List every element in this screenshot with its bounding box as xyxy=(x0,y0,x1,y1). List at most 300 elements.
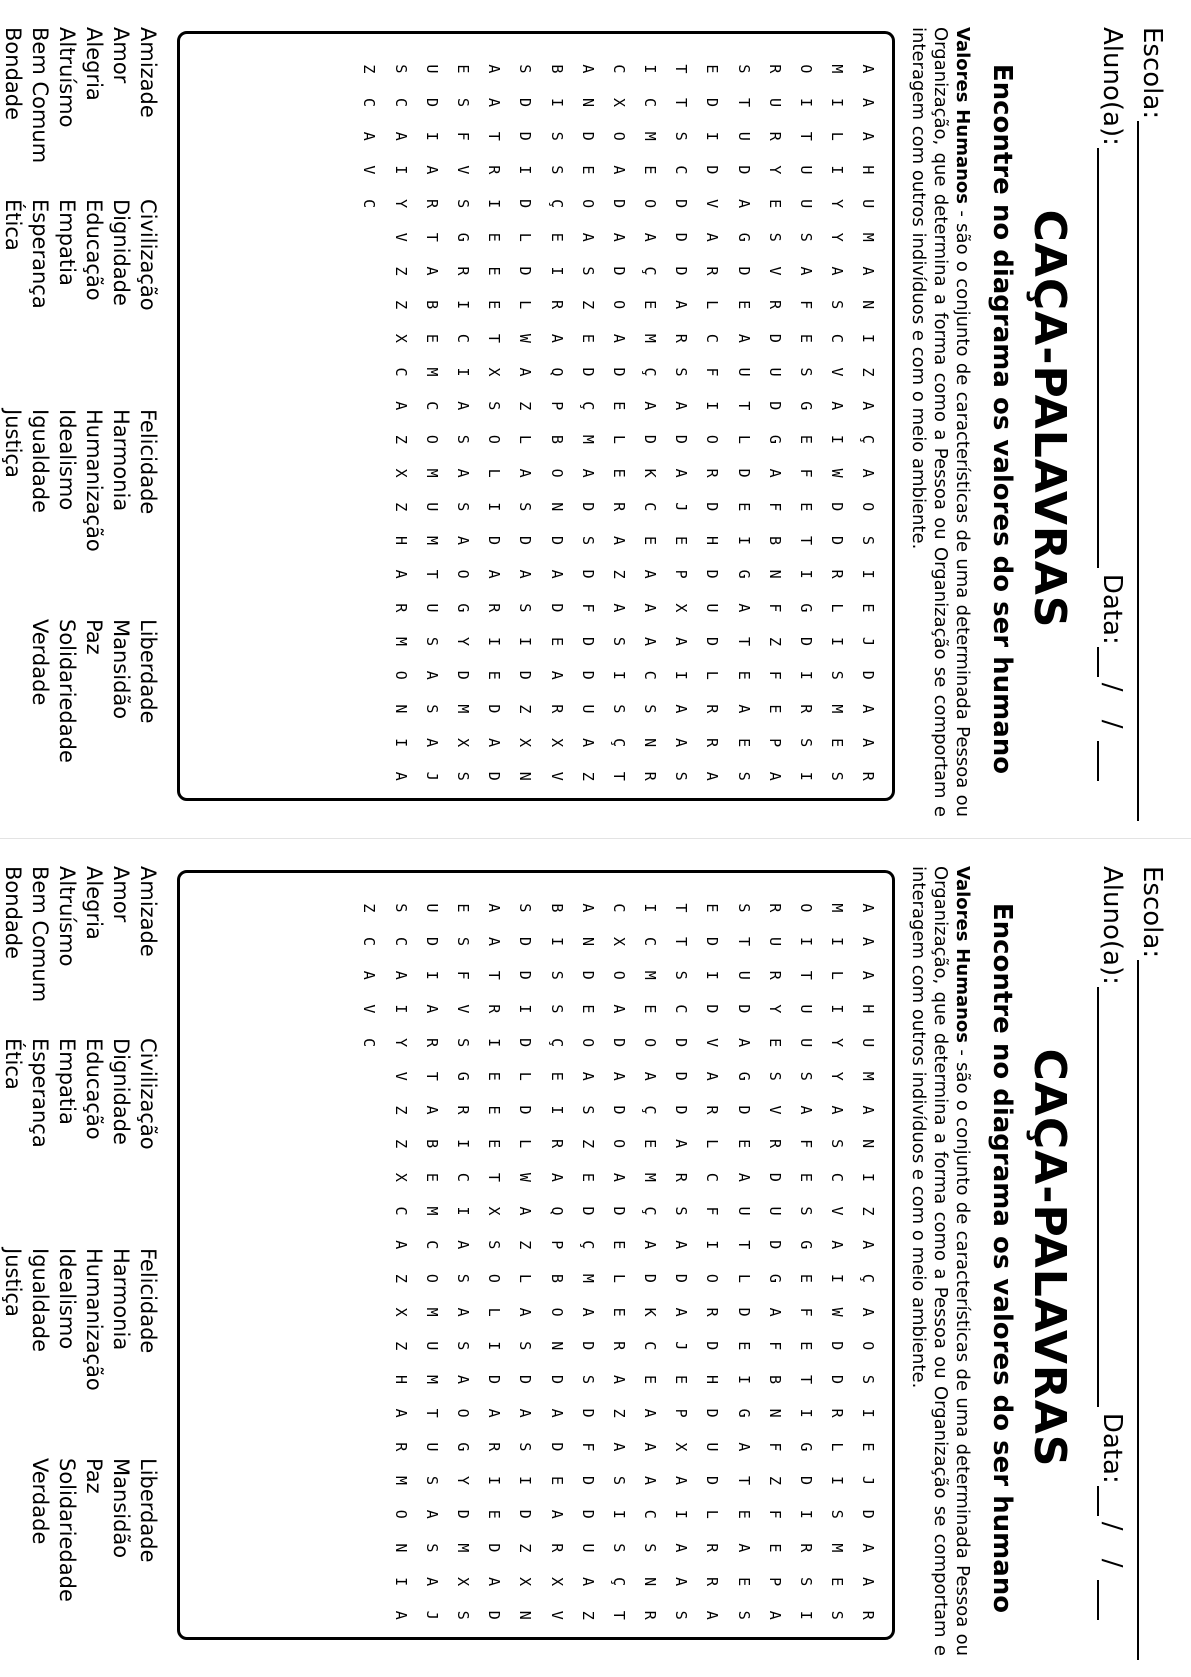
grid-letter[interactable]: U xyxy=(765,367,784,377)
grid-letter[interactable]: R xyxy=(703,266,722,276)
grid-letter[interactable]: E xyxy=(765,199,784,209)
grid-letter[interactable]: D xyxy=(672,266,691,276)
grid-letter[interactable]: D xyxy=(516,670,535,680)
grid-letter[interactable]: A xyxy=(641,603,660,613)
grid-letter[interactable]: Ç xyxy=(547,199,566,209)
grid-letter[interactable]: S xyxy=(609,637,628,647)
grid-letter[interactable]: E xyxy=(485,670,504,680)
grid-letter[interactable]: Z xyxy=(578,1610,597,1620)
grid-letter[interactable]: S xyxy=(516,1442,535,1452)
grid-letter[interactable]: L xyxy=(703,1139,722,1149)
grid-letter[interactable]: Z xyxy=(391,1105,410,1115)
grid-letter[interactable]: Ç xyxy=(641,1105,660,1115)
grid-letter[interactable]: R xyxy=(547,300,566,310)
grid-letter[interactable]: E xyxy=(578,165,597,175)
grid-letter[interactable]: T xyxy=(734,401,753,411)
grid-letter[interactable]: I xyxy=(641,64,660,74)
grid-letter[interactable]: U xyxy=(859,199,878,209)
grid-letter[interactable]: D xyxy=(641,1273,660,1283)
grid-letter[interactable]: I xyxy=(485,199,504,209)
grid-letter[interactable]: I xyxy=(797,1509,816,1519)
grid-letter[interactable]: N xyxy=(859,1139,878,1149)
grid-letter[interactable]: Y xyxy=(765,165,784,175)
grid-letter[interactable]: F xyxy=(765,1341,784,1351)
grid-letter[interactable]: S xyxy=(453,771,472,781)
grid-letter[interactable]: D xyxy=(734,1004,753,1014)
grid-letter[interactable]: I xyxy=(516,1004,535,1014)
grid-letter[interactable]: O xyxy=(578,199,597,209)
grid-letter[interactable]: A xyxy=(672,468,691,478)
grid-letter[interactable]: L xyxy=(516,232,535,242)
grid-letter[interactable]: X xyxy=(547,738,566,748)
grid-letter[interactable]: P xyxy=(672,569,691,579)
grid-letter[interactable]: D xyxy=(516,199,535,209)
grid-letter[interactable]: E xyxy=(641,300,660,310)
grid-letter[interactable]: A xyxy=(609,1071,628,1081)
grid-letter[interactable]: I xyxy=(391,165,410,175)
grid-letter[interactable]: E xyxy=(765,1038,784,1048)
grid-letter[interactable]: D xyxy=(672,1038,691,1048)
grid-letter[interactable]: D xyxy=(485,1374,504,1384)
grid-letter[interactable]: A xyxy=(828,401,847,411)
grid-letter[interactable]: S xyxy=(453,937,472,947)
grid-letter[interactable]: A xyxy=(859,1577,878,1587)
grid-letter[interactable]: E xyxy=(797,502,816,512)
grid-letter[interactable]: Ç xyxy=(609,738,628,748)
grid-letter[interactable]: E xyxy=(609,1307,628,1317)
grid-letter[interactable]: I xyxy=(797,771,816,781)
grid-letter[interactable]: A xyxy=(641,1442,660,1452)
grid-letter[interactable]: O xyxy=(485,434,504,444)
grid-letter[interactable]: C xyxy=(360,1038,379,1048)
grid-letter[interactable]: N xyxy=(765,569,784,579)
grid-letter[interactable]: O xyxy=(859,1341,878,1351)
grid-letter[interactable]: T xyxy=(485,970,504,980)
grid-letter[interactable]: D xyxy=(765,1172,784,1182)
grid-letter[interactable]: D xyxy=(703,1408,722,1418)
grid-letter[interactable]: M xyxy=(422,1374,441,1384)
grid-letter[interactable]: Z xyxy=(765,1476,784,1486)
grid-letter[interactable]: M xyxy=(453,1543,472,1553)
grid-letter[interactable]: S xyxy=(609,704,628,714)
grid-letter[interactable]: R xyxy=(641,1610,660,1620)
grid-letter[interactable]: L xyxy=(516,1071,535,1081)
grid-letter[interactable]: S xyxy=(828,771,847,781)
grid-letter[interactable]: I xyxy=(828,1273,847,1283)
grid-letter[interactable]: D xyxy=(859,1509,878,1519)
grid-letter[interactable]: A xyxy=(485,1408,504,1418)
grid-letter[interactable]: D xyxy=(453,670,472,680)
grid-letter[interactable]: A xyxy=(859,1307,878,1317)
grid-letter[interactable]: A xyxy=(609,1374,628,1384)
grid-letter[interactable]: F xyxy=(797,1139,816,1149)
grid-letter[interactable]: I xyxy=(641,903,660,913)
grid-letter[interactable]: S xyxy=(734,903,753,913)
grid-letter[interactable]: D xyxy=(765,333,784,343)
grid-letter[interactable]: D xyxy=(516,1374,535,1384)
grid-letter[interactable]: U xyxy=(703,603,722,613)
grid-letter[interactable]: S xyxy=(672,1206,691,1216)
grid-letter[interactable]: S xyxy=(859,1374,878,1384)
grid-letter[interactable]: D xyxy=(734,1307,753,1317)
grid-letter[interactable]: W xyxy=(828,468,847,478)
grid-letter[interactable]: N xyxy=(578,937,597,947)
grid-letter[interactable]: A xyxy=(391,1240,410,1250)
grid-letter[interactable]: V xyxy=(360,1004,379,1014)
grid-letter[interactable]: D xyxy=(703,502,722,512)
grid-letter[interactable]: J xyxy=(422,771,441,781)
grid-letter[interactable]: U xyxy=(734,131,753,141)
grid-letter[interactable]: I xyxy=(797,569,816,579)
grid-letter[interactable]: F xyxy=(765,1442,784,1452)
grid-letter[interactable]: B xyxy=(547,64,566,74)
grid-letter[interactable]: F xyxy=(765,1509,784,1519)
grid-letter[interactable]: I xyxy=(828,1004,847,1014)
grid-letter[interactable]: A xyxy=(828,1105,847,1115)
grid-letter[interactable]: M xyxy=(391,1476,410,1486)
grid-letter[interactable]: A xyxy=(578,1307,597,1317)
grid-letter[interactable]: D xyxy=(765,1240,784,1250)
grid-letter[interactable]: D xyxy=(516,98,535,108)
grid-letter[interactable]: O xyxy=(422,434,441,444)
grid-letter[interactable]: S xyxy=(547,165,566,175)
grid-letter[interactable]: I xyxy=(672,1509,691,1519)
grid-letter[interactable]: I xyxy=(391,1004,410,1014)
grid-letter[interactable]: E xyxy=(453,64,472,74)
school-line[interactable] xyxy=(1137,121,1163,821)
grid-letter[interactable]: E xyxy=(797,434,816,444)
grid-letter[interactable]: A xyxy=(703,1071,722,1081)
grid-letter[interactable]: I xyxy=(859,1408,878,1418)
grid-letter[interactable]: A xyxy=(547,1509,566,1519)
grid-letter[interactable]: Ç xyxy=(578,1240,597,1250)
grid-letter[interactable]: S xyxy=(453,1610,472,1620)
grid-letter[interactable]: D xyxy=(672,434,691,444)
grid-letter[interactable]: G xyxy=(734,1071,753,1081)
grid-letter[interactable]: R xyxy=(703,1543,722,1553)
grid-letter[interactable]: R xyxy=(828,569,847,579)
grid-letter[interactable]: D xyxy=(578,670,597,680)
grid-letter[interactable]: X xyxy=(547,1577,566,1587)
grid-letter[interactable]: D xyxy=(828,502,847,512)
grid-letter[interactable]: O xyxy=(547,468,566,478)
grid-letter[interactable]: A xyxy=(422,1004,441,1014)
grid-letter[interactable]: S xyxy=(422,1543,441,1553)
grid-letter[interactable]: Z xyxy=(516,401,535,411)
grid-letter[interactable]: D xyxy=(609,266,628,276)
grid-letter[interactable]: D xyxy=(516,1038,535,1048)
grid-letter[interactable]: U xyxy=(734,1206,753,1216)
grid-letter[interactable]: S xyxy=(516,603,535,613)
grid-letter[interactable]: A xyxy=(609,1442,628,1452)
grid-letter[interactable]: D xyxy=(672,232,691,242)
grid-letter[interactable]: A xyxy=(797,266,816,276)
grid-letter[interactable]: D xyxy=(734,266,753,276)
grid-letter[interactable]: A xyxy=(859,1105,878,1115)
grid-letter[interactable]: E xyxy=(641,1139,660,1149)
grid-letter[interactable]: U xyxy=(422,903,441,913)
grid-letter[interactable]: D xyxy=(422,937,441,947)
grid-letter[interactable]: D xyxy=(578,502,597,512)
grid-letter[interactable]: V xyxy=(453,1004,472,1014)
grid-letter[interactable]: M xyxy=(641,970,660,980)
grid-letter[interactable]: A xyxy=(734,603,753,613)
grid-letter[interactable]: D xyxy=(547,603,566,613)
grid-letter[interactable]: C xyxy=(641,502,660,512)
grid-letter[interactable]: S xyxy=(609,1543,628,1553)
grid-letter[interactable]: I xyxy=(485,1038,504,1048)
grid-letter[interactable]: S xyxy=(797,232,816,242)
grid-letter[interactable]: A xyxy=(422,165,441,175)
grid-letter[interactable]: D xyxy=(485,771,504,781)
grid-letter[interactable]: X xyxy=(516,1577,535,1587)
grid-letter[interactable]: A xyxy=(422,1577,441,1587)
grid-letter[interactable]: D xyxy=(828,535,847,545)
grid-letter[interactable]: D xyxy=(672,199,691,209)
grid-letter[interactable]: A xyxy=(485,937,504,947)
grid-letter[interactable]: D xyxy=(547,535,566,545)
grid-letter[interactable]: D xyxy=(734,468,753,478)
grid-letter[interactable]: X xyxy=(485,367,504,377)
grid-letter[interactable]: I xyxy=(453,1139,472,1149)
grid-letter[interactable]: E xyxy=(485,1071,504,1081)
grid-letter[interactable]: E xyxy=(485,1509,504,1519)
grid-letter[interactable]: O xyxy=(609,131,628,141)
grid-letter[interactable]: S xyxy=(828,300,847,310)
grid-letter[interactable]: E xyxy=(797,1341,816,1351)
grid-letter[interactable]: A xyxy=(672,738,691,748)
grid-letter[interactable]: I xyxy=(547,98,566,108)
grid-letter[interactable]: N xyxy=(391,1543,410,1553)
grid-letter[interactable]: O xyxy=(485,1273,504,1283)
grid-letter[interactable]: L xyxy=(828,970,847,980)
grid-letter[interactable]: S xyxy=(578,266,597,276)
grid-letter[interactable]: A xyxy=(547,569,566,579)
grid-letter[interactable]: N xyxy=(547,502,566,512)
grid-letter[interactable]: P xyxy=(765,738,784,748)
grid-letter[interactable]: A xyxy=(672,401,691,411)
grid-letter[interactable]: S xyxy=(765,232,784,242)
school-field[interactable] xyxy=(1137,866,1167,1660)
grid-letter[interactable]: D xyxy=(485,1543,504,1553)
grid-letter[interactable]: A xyxy=(391,1610,410,1620)
grid-letter[interactable]: D xyxy=(734,1105,753,1115)
grid-letter[interactable]: A xyxy=(485,903,504,913)
grid-letter[interactable]: D xyxy=(672,1273,691,1283)
grid-letter[interactable]: X xyxy=(391,1307,410,1317)
grid-letter[interactable]: W xyxy=(516,1172,535,1182)
grid-letter[interactable]: S xyxy=(609,1476,628,1486)
grid-letter[interactable]: L xyxy=(609,434,628,444)
grid-letter[interactable]: U xyxy=(422,64,441,74)
grid-letter[interactable]: Z xyxy=(765,637,784,647)
grid-letter[interactable]: F xyxy=(578,603,597,613)
grid-letter[interactable]: E xyxy=(609,468,628,478)
grid-letter[interactable]: R xyxy=(703,1105,722,1115)
grid-letter[interactable]: A xyxy=(859,1240,878,1250)
grid-letter[interactable]: S xyxy=(453,1341,472,1351)
grid-letter[interactable]: A xyxy=(422,1105,441,1115)
grid-letter[interactable]: D xyxy=(828,1374,847,1384)
grid-letter[interactable]: R xyxy=(703,1307,722,1317)
grid-letter[interactable]: D xyxy=(609,1105,628,1115)
grid-letter[interactable]: S xyxy=(734,1610,753,1620)
grid-letter[interactable]: D xyxy=(422,98,441,108)
grid-letter[interactable]: T xyxy=(797,970,816,980)
grid-letter[interactable]: F xyxy=(797,300,816,310)
grid-letter[interactable]: A xyxy=(734,1442,753,1452)
grid-letter[interactable]: P xyxy=(547,401,566,411)
grid-letter[interactable]: I xyxy=(703,970,722,980)
date-year-line[interactable] xyxy=(1097,741,1123,781)
student-field[interactable] xyxy=(1097,866,1127,1620)
grid-letter[interactable]: Z xyxy=(360,64,379,74)
grid-letter[interactable]: S xyxy=(641,704,660,714)
date-day-line[interactable] xyxy=(1097,647,1123,677)
grid-letter[interactable]: Y xyxy=(828,199,847,209)
grid-letter[interactable]: N xyxy=(641,738,660,748)
grid-letter[interactable]: C xyxy=(609,64,628,74)
grid-letter[interactable]: I xyxy=(516,165,535,175)
grid-letter[interactable]: L xyxy=(516,1273,535,1283)
grid-letter[interactable]: S xyxy=(797,367,816,377)
grid-letter[interactable]: Z xyxy=(516,1240,535,1250)
grid-letter[interactable]: M xyxy=(641,131,660,141)
grid-letter[interactable]: C xyxy=(641,1509,660,1519)
grid-letter[interactable]: S xyxy=(391,903,410,913)
grid-letter[interactable]: D xyxy=(485,535,504,545)
grid-letter[interactable]: D xyxy=(703,98,722,108)
grid-letter[interactable]: M xyxy=(641,333,660,343)
grid-letter[interactable]: N xyxy=(391,704,410,714)
grid-letter[interactable]: U xyxy=(765,937,784,947)
grid-letter[interactable]: Z xyxy=(360,903,379,913)
grid-letter[interactable]: G xyxy=(765,434,784,444)
grid-letter[interactable]: R xyxy=(765,970,784,980)
grid-letter[interactable]: E xyxy=(703,64,722,74)
grid-letter[interactable]: Z xyxy=(391,300,410,310)
grid-letter[interactable]: A xyxy=(734,1543,753,1553)
grid-letter[interactable]: E xyxy=(578,1004,597,1014)
grid-letter[interactable]: G xyxy=(453,1071,472,1081)
grid-letter[interactable]: E xyxy=(485,1139,504,1149)
grid-letter[interactable]: S xyxy=(672,970,691,980)
grid-letter[interactable]: D xyxy=(578,1206,597,1216)
grid-letter[interactable]: L xyxy=(516,434,535,444)
grid-letter[interactable]: T xyxy=(485,1172,504,1182)
grid-letter[interactable]: S xyxy=(516,903,535,913)
grid-letter[interactable]: L xyxy=(609,1273,628,1283)
grid-letter[interactable]: S xyxy=(485,1240,504,1250)
grid-letter[interactable]: C xyxy=(641,1341,660,1351)
grid-letter[interactable]: D xyxy=(578,1341,597,1351)
grid-letter[interactable]: L xyxy=(703,1509,722,1519)
grid-letter[interactable]: M xyxy=(453,704,472,714)
grid-letter[interactable]: D xyxy=(797,637,816,647)
grid-letter[interactable]: G xyxy=(453,603,472,613)
grid-letter[interactable]: S xyxy=(765,1071,784,1081)
grid-letter[interactable]: L xyxy=(734,1273,753,1283)
grid-letter[interactable]: A xyxy=(672,1240,691,1250)
grid-letter[interactable]: D xyxy=(828,1341,847,1351)
grid-letter[interactable]: M xyxy=(828,704,847,714)
grid-letter[interactable]: K xyxy=(641,468,660,478)
grid-letter[interactable]: A xyxy=(485,738,504,748)
grid-letter[interactable]: U xyxy=(765,98,784,108)
grid-letter[interactable]: S xyxy=(453,502,472,512)
grid-letter[interactable]: R xyxy=(797,704,816,714)
grid-letter[interactable]: K xyxy=(641,1307,660,1317)
grid-letter[interactable]: Z xyxy=(391,1273,410,1283)
grid-letter[interactable]: D xyxy=(797,1476,816,1486)
grid-letter[interactable]: I xyxy=(828,434,847,444)
grid-letter[interactable]: S xyxy=(547,970,566,980)
grid-letter[interactable]: T xyxy=(734,98,753,108)
grid-letter[interactable]: Z xyxy=(859,1206,878,1216)
grid-letter[interactable]: T xyxy=(734,1240,753,1250)
grid-letter[interactable]: I xyxy=(703,1240,722,1250)
grid-letter[interactable]: X xyxy=(609,937,628,947)
grid-letter[interactable]: A xyxy=(516,1307,535,1317)
date-year-line[interactable] xyxy=(1097,1580,1123,1620)
grid-letter[interactable]: A xyxy=(672,1577,691,1587)
grid-letter[interactable]: S xyxy=(453,98,472,108)
grid-letter[interactable]: Z xyxy=(609,569,628,579)
grid-letter[interactable]: B xyxy=(765,535,784,545)
grid-letter[interactable]: U xyxy=(422,1341,441,1351)
grid-letter[interactable]: I xyxy=(516,1476,535,1486)
grid-letter[interactable]: Y xyxy=(828,232,847,242)
grid-letter[interactable]: L xyxy=(516,300,535,310)
grid-letter[interactable]: R xyxy=(765,300,784,310)
grid-letter[interactable]: R xyxy=(547,704,566,714)
grid-letter[interactable]: A xyxy=(453,1374,472,1384)
grid-letter[interactable]: E xyxy=(641,165,660,175)
grid-letter[interactable]: A xyxy=(453,468,472,478)
grid-letter[interactable]: I xyxy=(828,165,847,175)
grid-letter[interactable]: Z xyxy=(391,434,410,444)
grid-letter[interactable]: E xyxy=(422,1172,441,1182)
grid-letter[interactable]: E xyxy=(734,738,753,748)
grid-letter[interactable]: C xyxy=(672,1004,691,1014)
grid-letter[interactable]: Ç xyxy=(547,1038,566,1048)
grid-letter[interactable]: Ç xyxy=(859,1273,878,1283)
grid-letter[interactable]: B xyxy=(422,1139,441,1149)
grid-letter[interactable]: Y xyxy=(828,1071,847,1081)
grid-letter[interactable]: X xyxy=(391,1172,410,1182)
grid-letter[interactable]: C xyxy=(641,98,660,108)
grid-letter[interactable]: S xyxy=(516,502,535,512)
grid-letter[interactable]: A xyxy=(672,300,691,310)
grid-letter[interactable]: U xyxy=(797,1038,816,1048)
grid-letter[interactable]: E xyxy=(734,300,753,310)
grid-letter[interactable]: U xyxy=(422,1442,441,1452)
grid-letter[interactable]: A xyxy=(578,468,597,478)
grid-letter[interactable]: R xyxy=(765,903,784,913)
grid-letter[interactable]: D xyxy=(703,1341,722,1351)
grid-letter[interactable]: G xyxy=(797,401,816,411)
grid-letter[interactable]: Z xyxy=(578,300,597,310)
grid-letter[interactable]: R xyxy=(672,333,691,343)
grid-letter[interactable]: Ç xyxy=(641,266,660,276)
grid-letter[interactable]: S xyxy=(672,131,691,141)
grid-letter[interactable]: S xyxy=(578,1105,597,1115)
grid-letter[interactable]: F xyxy=(578,1442,597,1452)
grid-letter[interactable]: Z xyxy=(391,266,410,276)
grid-letter[interactable]: I xyxy=(453,1206,472,1216)
grid-letter[interactable]: S xyxy=(453,1038,472,1048)
grid-letter[interactable]: I xyxy=(453,300,472,310)
